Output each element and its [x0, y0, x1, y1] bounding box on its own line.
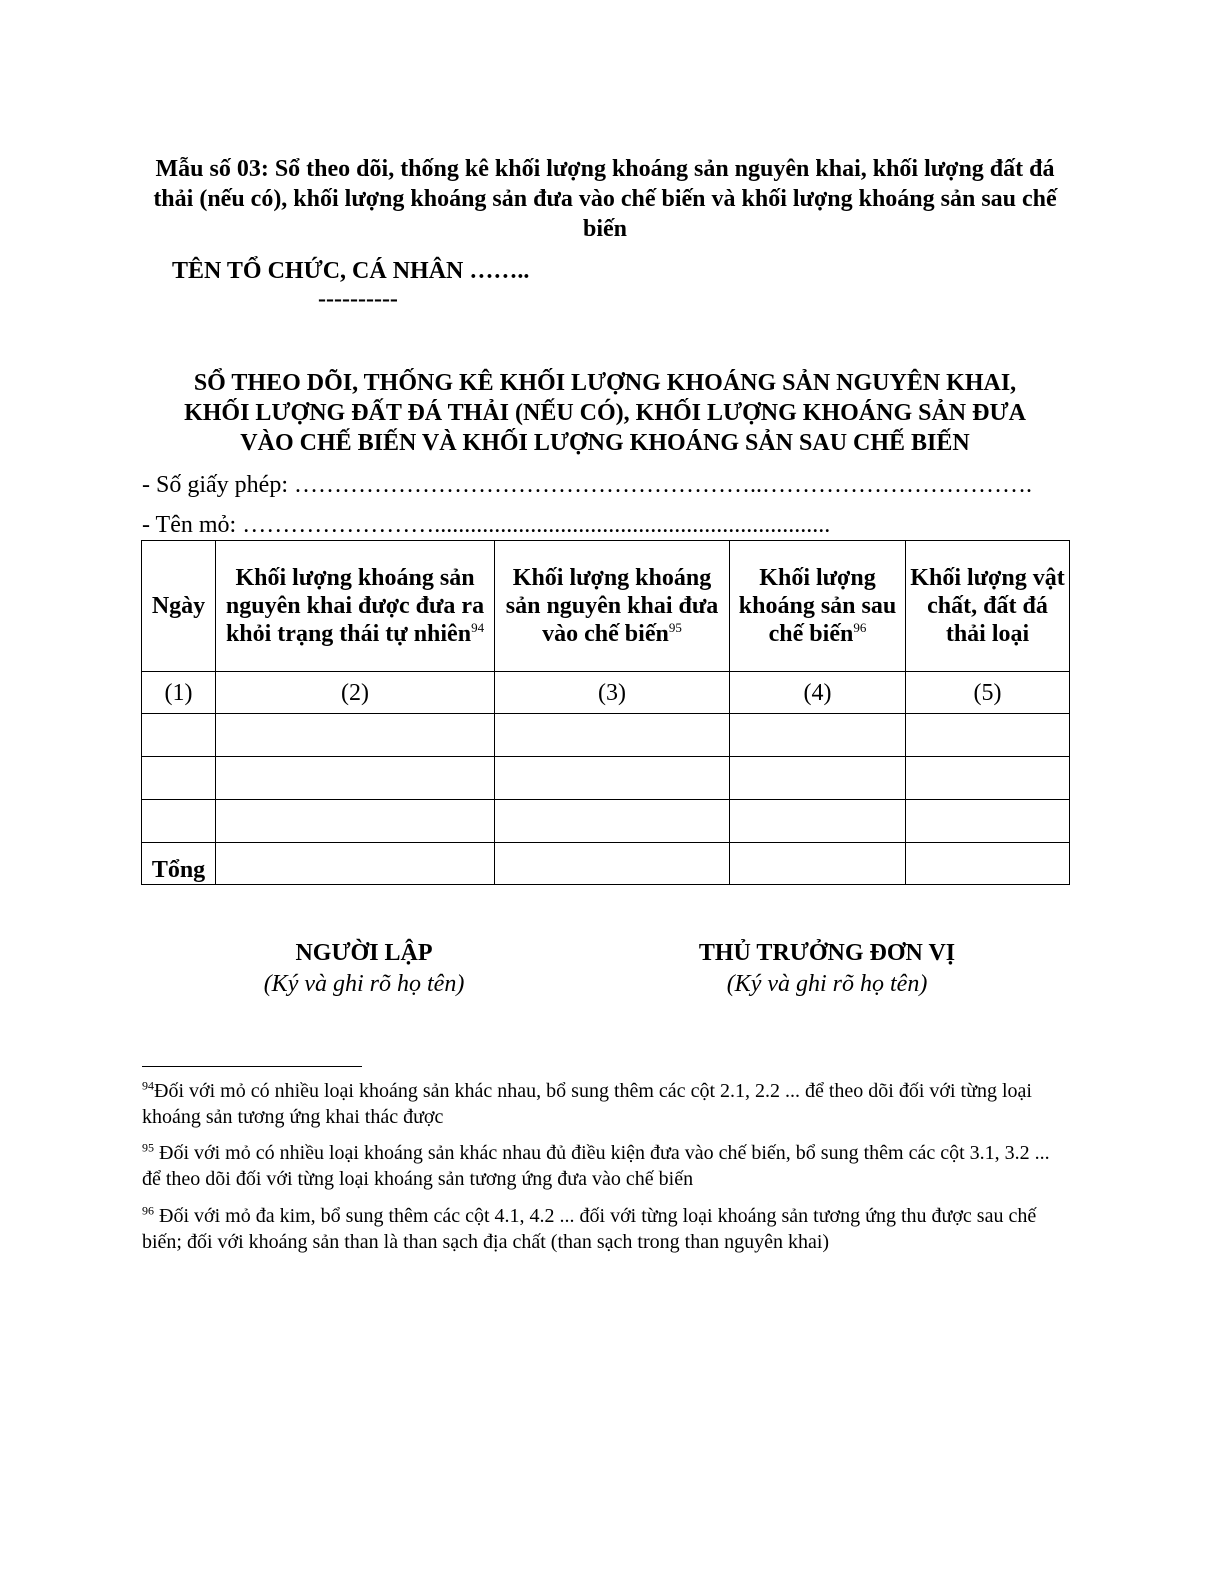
book-title-line-2: KHỐI LƯỢNG ĐẤT ĐÁ THẢI (NẾU CÓ), KHỐI LƯỢNG KHOÁNG SẢN ĐƯA: [184, 400, 1026, 426]
table-cell: [495, 800, 730, 843]
footnote-text: Đối với mỏ đa kim, bổ sung thêm các cột 4.1, 4.2 ... đối với từng loại khoáng sản tương ứng thu được sau chế biến; đối với khoáng sản than là than sạch địa chất (than sạch trong than nguyên khai): [142, 1205, 1037, 1253]
table-header-row: [142, 541, 1070, 672]
footnote-separator: [142, 1066, 362, 1067]
table-row: [142, 714, 1070, 757]
mine-name-field: [142, 510, 830, 540]
table-cell: [216, 843, 495, 885]
table-row: [142, 757, 1070, 800]
header-date: Ngày: [142, 541, 216, 672]
preparer-role: NGƯỜI LẬP: [295, 940, 433, 966]
footnote-number: 96: [142, 1203, 154, 1218]
footnote-95: [142, 1140, 1052, 1192]
ledger-table: [141, 540, 1070, 885]
column-number: (3): [495, 672, 730, 714]
book-title-line-1: SỔ THEO DÕI, THỐNG KÊ KHỐI LƯỢNG KHOÁNG SẢN NGUYÊN KHAI,: [193, 370, 1017, 396]
head-of-unit-signature-block: [660, 938, 994, 1000]
column-number: (5): [906, 672, 1070, 714]
table-cell: [142, 714, 216, 757]
table-cell: [216, 800, 495, 843]
table-column-number-row: [142, 672, 1070, 714]
table-cell: [906, 757, 1070, 800]
column-number: (2): [216, 672, 495, 714]
mine-name-blank: ……………………..................................................................: [242, 512, 831, 538]
table-cell: [730, 843, 906, 885]
organization-divider: ----------: [318, 286, 398, 312]
permit-number-label: - Số giấy phép:: [142, 472, 294, 498]
book-title: [130, 368, 1080, 458]
table-cell: [730, 714, 906, 757]
footnote-ref-95: 95: [668, 620, 682, 635]
column-number: (4): [730, 672, 906, 714]
footnote-94: [142, 1078, 1052, 1130]
footnote-text: Đối với mỏ có nhiều loại khoáng sản khác nhau, bổ sung thêm các cột 2.1, 2.2 ... để theo dõi đối với từng loại khoáng sản tương ứng khai thác được: [142, 1080, 1032, 1128]
table-cell: [495, 757, 730, 800]
form-title: Mẫu số 03: Sổ theo dõi, thống kê khối lượng khoáng sản nguyên khai, khối lượng đất đá thải (nếu có), khối lượng khoáng sản đưa vào chế biến và khối lượng khoáng sản sau chế biến: [153, 156, 1057, 242]
footnote-96: [142, 1203, 1052, 1255]
header-raw-extracted: Khối lượng khoáng sản nguyên khai được đưa ra khỏi trạng thái tự nhiên$^{94}$: [216, 541, 495, 672]
table-cell: [730, 800, 906, 843]
table-cell: [730, 757, 906, 800]
header-raw-to-processing: Khối lượng khoáng sản nguyên khai đưa vào chế biến$^{95}$: [495, 541, 730, 672]
organization-name: TÊN TỔ CHỨC, CÁ NHÂN ……..: [172, 258, 530, 284]
footnote-ref-94: 94: [471, 620, 485, 635]
table-cell: [142, 800, 216, 843]
preparer-sign-hint: (Ký và ghi rõ họ tên): [263, 971, 465, 997]
permit-number-blank: …………………………………………………..…………………………….: [293, 472, 1032, 498]
table-cell: [906, 714, 1070, 757]
book-title-line-3: VÀO CHẾ BIẾN VÀ KHỐI LƯỢNG KHOÁNG SẢN SAU CHẾ BIẾN: [240, 430, 970, 456]
table-cell: [906, 800, 1070, 843]
table-cell: [906, 843, 1070, 885]
table-cell: [142, 757, 216, 800]
table-cell: [495, 843, 730, 885]
head-of-unit-sign-hint: (Ký và ghi rõ họ tên): [726, 971, 928, 997]
total-label: Tổng: [142, 843, 216, 885]
header-processed: Khối lượng khoáng sản sau chế biến$^{96}$: [730, 541, 906, 672]
preparer-signature-block: [226, 938, 502, 1000]
footnote-number: 94: [142, 1078, 154, 1093]
permit-number-field: [142, 470, 1032, 500]
footnote-number: 95: [142, 1140, 154, 1155]
table-cell: [216, 757, 495, 800]
column-number: (1): [142, 672, 216, 714]
table-cell: [495, 714, 730, 757]
table-row: [142, 800, 1070, 843]
head-of-unit-role: THỦ TRƯỞNG ĐƠN VỊ: [698, 940, 956, 966]
table-cell: [216, 714, 495, 757]
mine-name-label: - Tên mỏ:: [142, 512, 243, 538]
header-waste: Khối lượng vật chất, đất đá thải loại: [906, 541, 1070, 672]
footnote-text: Đối với mỏ có nhiều loại khoáng sản khác nhau đủ điều kiện đưa vào chế biến, bổ sung thêm các cột 3.1, 3.2 ... để theo dõi đối với từng loại khoáng sản tương ứng đưa vào chế biến: [142, 1142, 1050, 1190]
footnote-ref-96: 96: [853, 620, 867, 635]
table-total-row: [142, 843, 1070, 885]
